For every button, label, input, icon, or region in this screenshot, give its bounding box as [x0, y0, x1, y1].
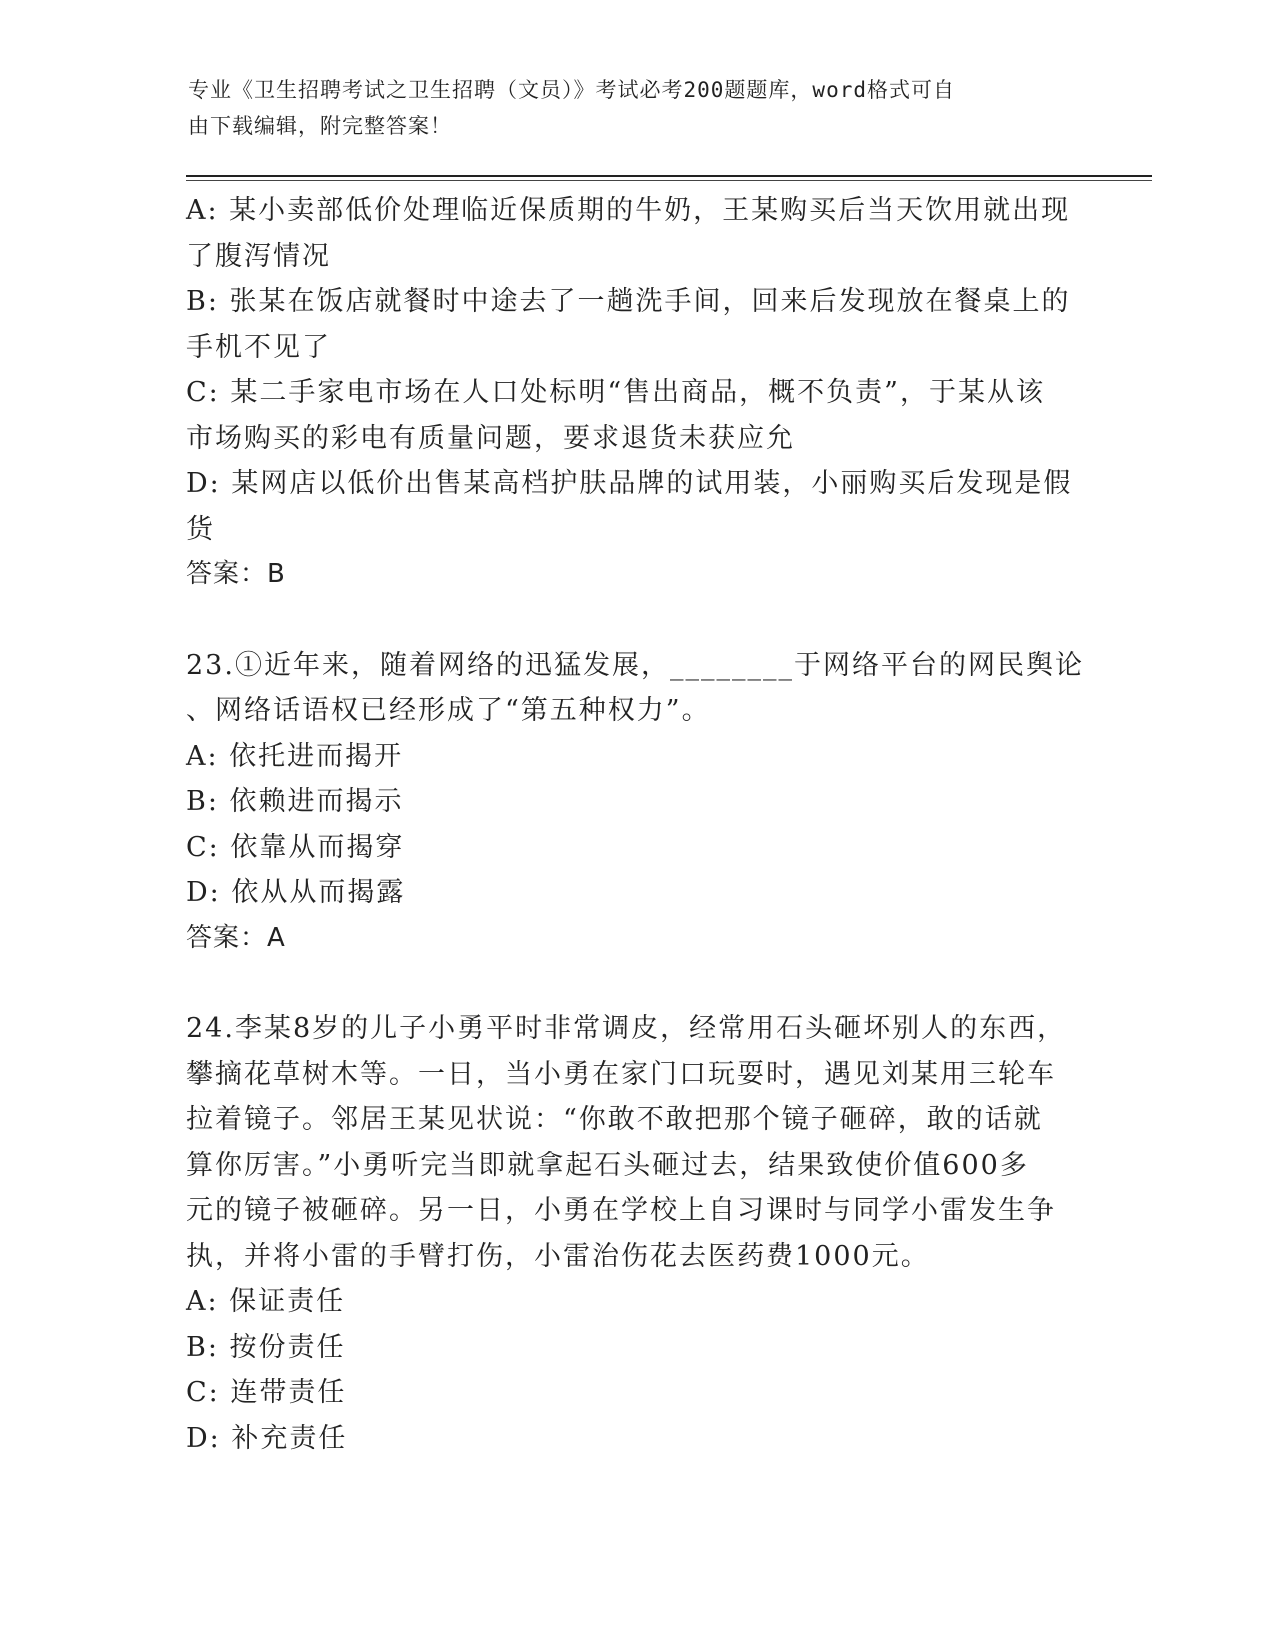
header-line-2: 由下载编辑，附完整答案！ — [188, 114, 452, 138]
header-divider-thick — [186, 175, 1152, 177]
answer-label: 答案：B — [186, 559, 286, 589]
option-d: D: 补充责任 — [186, 1422, 348, 1454]
document-body — [186, 188, 1084, 1461]
option-a: A: 依托进而揭开 — [186, 740, 404, 772]
question-stem-line-4: 算你厉害。”小勇听完当即就拿起石头砸过去，结果致使价值600多 — [186, 1149, 1029, 1181]
question-spacer — [186, 598, 1066, 643]
option-c: C: 连带责任 — [186, 1377, 347, 1408]
option-d-line-2: 货 — [186, 513, 215, 545]
option-b-line-1: B: 张某在饭店就餐时中途去了一趟洗手间，回来后发现放在餐桌上的 — [186, 286, 1071, 317]
header-line-1: 专业《卫生招聘考试之卫生招聘（文员）》考试必考200题题库，word格式可自 — [188, 78, 955, 102]
question-stem-line-3: 拉着镜子。邻居王某见状说：“你敢不敢把那个镜子砸碎，敢的话就 — [186, 1104, 1043, 1135]
question-stem-line-5: 元的镜子被砸碎。另一日，小勇在学校上自习课时与同学小雷发生争 — [186, 1195, 1056, 1226]
question-stem-line-1: 23.①近年来，随着网络的迅猛发展，________于网络平台的网民舆论 — [186, 649, 1084, 681]
document-header — [188, 72, 1068, 144]
question-24 — [186, 1006, 1066, 1461]
option-c: C: 依靠从而揭穿 — [186, 831, 405, 863]
option-c-line-1: C: 某二手家电市场在人口处标明“售出商品，概不负责”，于某从该 — [186, 377, 1045, 408]
option-d: D: 依从从而揭露 — [186, 877, 406, 908]
header-divider-thin — [186, 180, 1152, 181]
question-stem-line-6: 执，并将小雷的手臂打伤，小雷治伤花去医药费1000元。 — [186, 1240, 930, 1272]
question-22 — [186, 188, 1073, 598]
question-stem-line-2: 、网络话语权已经形成了“第五种权力”。 — [186, 695, 711, 726]
question-stem-line-2: 攀摘花草树木等。一日，当小勇在家门口玩耍时，遇见刘某用三轮车 — [186, 1058, 1056, 1090]
option-d-line-1: D: 某网店以低价出售某高档护肤品牌的试用装，小丽购买后发现是假 — [186, 468, 1073, 499]
question-stem-line-1: 24.李某8岁的儿子小勇平时非常调皮，经常用石头砸坏别人的东西， — [186, 1013, 1067, 1044]
option-c-line-2: 市场购买的彩电有质量问题，要求退货未获应允 — [186, 422, 795, 454]
answer-label: 答案：A — [186, 922, 286, 953]
option-a: A: 保证责任 — [186, 1286, 346, 1317]
question-23 — [186, 643, 1084, 962]
option-b-line-2: 手机不见了 — [186, 331, 331, 363]
option-b: B: 依赖进而揭示 — [186, 786, 404, 817]
option-a-line-2: 了腹泻情况 — [186, 240, 331, 272]
option-b: B: 按份责任 — [186, 1331, 346, 1363]
question-spacer — [186, 961, 1066, 1006]
option-a-line-1: A: 某小卖部低价处理临近保质期的牛奶，王某购买后当天饮用就出现 — [186, 195, 1071, 226]
